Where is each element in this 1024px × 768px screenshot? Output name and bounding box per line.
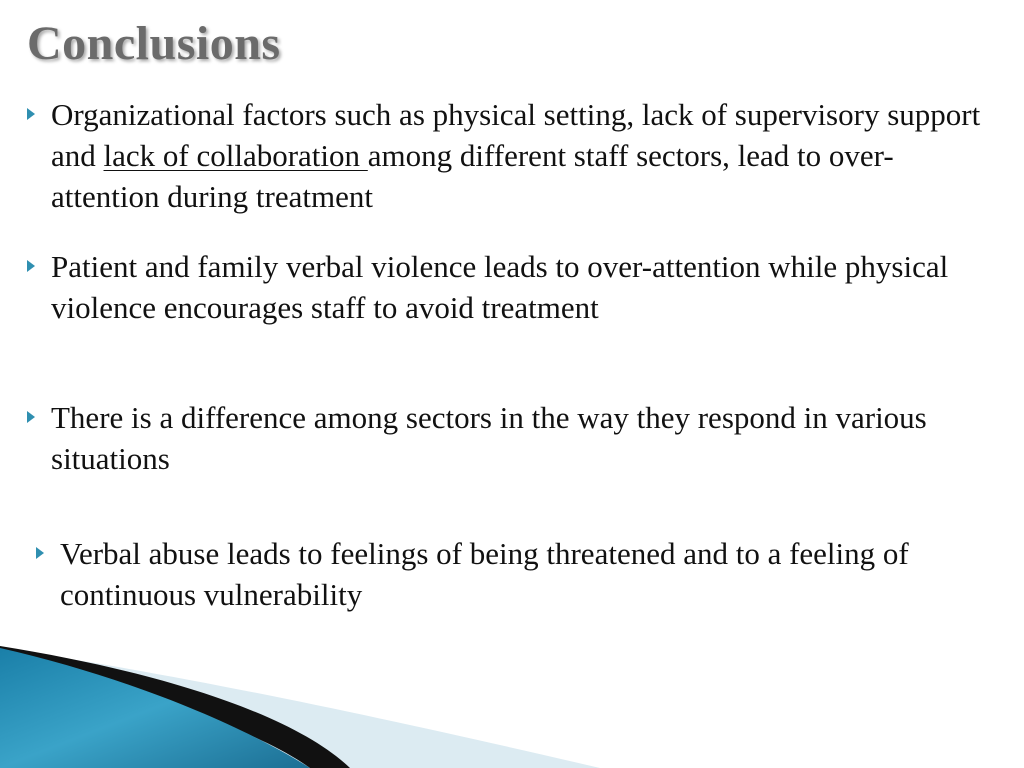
bullet-text-part: among different staff sectors, lead to over-attention during treatment bbox=[51, 138, 894, 214]
triangle-bullet-icon bbox=[27, 411, 35, 423]
bullet-item bbox=[27, 246, 957, 328]
bullet-text-part: Organizational factors such as physical setting, lack of supervisory support and bbox=[51, 97, 981, 173]
triangle-bullet-icon bbox=[27, 260, 35, 272]
bullet-text: There is a difference among sectors in the way they respond in various situations bbox=[51, 400, 927, 476]
bullet-item bbox=[27, 397, 987, 479]
bullet-item bbox=[36, 533, 976, 615]
triangle-bullet-icon bbox=[27, 108, 35, 120]
slide-title: Conclusions bbox=[27, 17, 281, 70]
bullet-text bbox=[51, 94, 1002, 217]
bullet-text: Verbal abuse leads to feelings of being threatened and to a feeling of continuous vulnerability bbox=[60, 536, 909, 612]
corner-wave-decoration bbox=[0, 630, 1024, 768]
bullet-text: Patient and family verbal violence leads to over-attention while physical violence encourages staff to avoid treatment bbox=[51, 249, 949, 325]
bullet-item bbox=[27, 94, 1002, 217]
triangle-bullet-icon bbox=[36, 547, 44, 559]
underlined-phrase: lack of collaboration bbox=[103, 138, 368, 173]
